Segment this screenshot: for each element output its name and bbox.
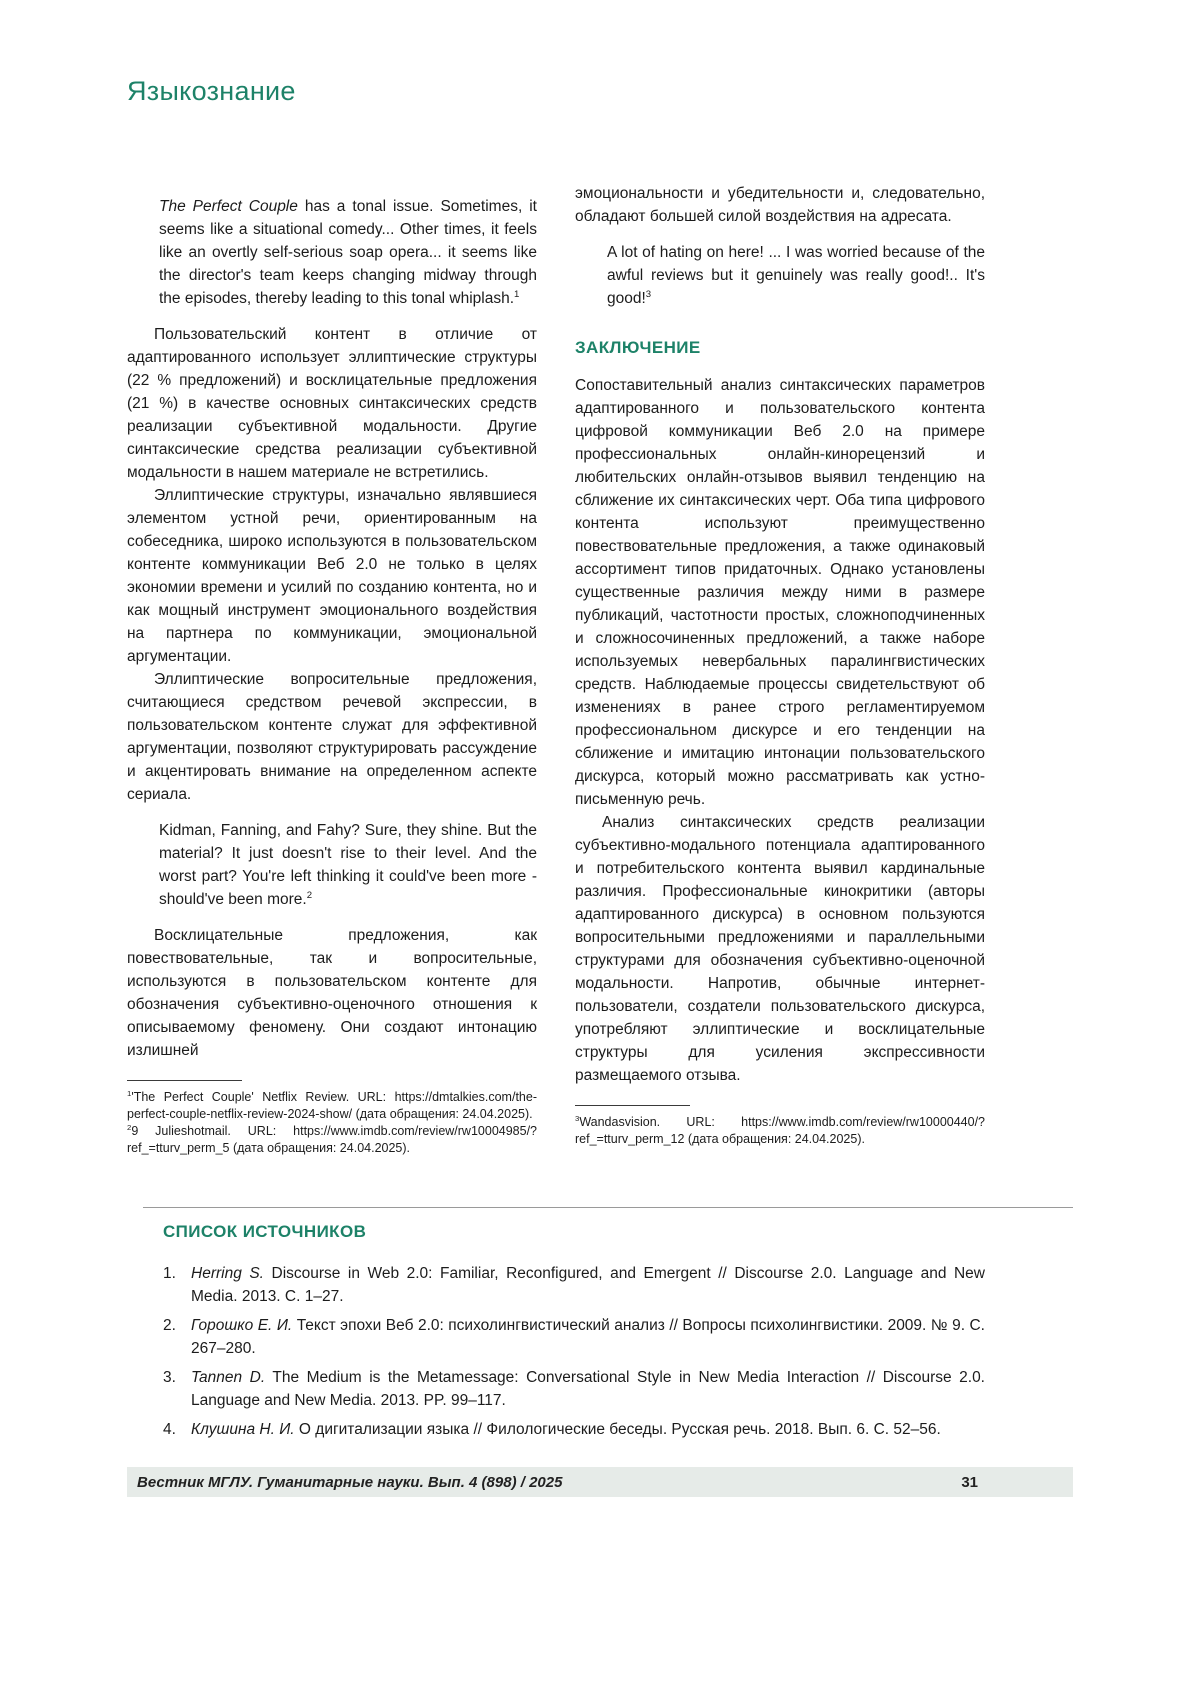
section-heading-sources: СПИСОК ИСТОЧНИКОВ bbox=[163, 1222, 367, 1241]
body-paragraph: Восклицательные предложения, как повествовательные, так и вопросительные, используются в пользовательском контенте для обозначения субъективно-оценочного отношения к описываемому феномену. Они создают интонацию излишней bbox=[127, 927, 537, 1059]
sources-section bbox=[127, 1207, 1073, 1447]
source-item bbox=[163, 1418, 985, 1441]
sources-separator bbox=[143, 1207, 1073, 1208]
footnote bbox=[127, 1123, 537, 1157]
quote-text: has a tonal issue. Sometimes, it seems like a situational comedy... Other times, it feels like an overtly self-serious soap opera... it seems like the director's team keeps changing midway through the episodes, thereby leading to this tonal whiplash. bbox=[159, 198, 537, 307]
body-paragraph: Эллиптические структуры, изначально являвшиеся элементом устной речи, ориентированным на собеседника, широко используются в пользовательском контенте коммуникации Веб 2.0 не только в целях экономии времени и усилий по созданию контента, но и как мощный инструмент эмоционального воздействия на партнера по коммуникации, эмоциональной аргументации. bbox=[127, 487, 537, 665]
quote-text: A lot of hating on here! ... I was worried because of the awful reviews but it genuinely was really good!.. It's good! bbox=[607, 244, 985, 307]
footnote-marker: 2 bbox=[127, 1122, 132, 1132]
source-author: Tannen D. bbox=[191, 1369, 266, 1386]
footnote-marker-3: 3 bbox=[645, 288, 652, 300]
footnote-separator bbox=[575, 1105, 690, 1106]
source-item bbox=[163, 1366, 985, 1412]
source-item bbox=[163, 1314, 985, 1360]
body-paragraph: Анализ синтаксических средств реализации субъективно-модального потенциала адаптированного и потребительского контента выявил кардинальные различия. Профессиональные кинокритики (авторы адаптированного дискурса) в основном пользуются вопросительными предложениями и параллельными структурами для обозначения субъективно-оценочной модальности. Напротив, обычные интернет-пользователи, создатели пользовательского дискурса, употребляют эллиптические и восклицательные структуры для усиления экспрессивности размещаемого отзыва. bbox=[575, 814, 985, 1084]
running-head: Языкознание bbox=[127, 76, 296, 106]
footnote bbox=[127, 1089, 537, 1123]
source-number: 1. bbox=[163, 1265, 176, 1282]
source-text bbox=[191, 1262, 985, 1308]
footnotes-block-left bbox=[127, 1080, 537, 1157]
footer bbox=[127, 1467, 1073, 1497]
source-text bbox=[191, 1366, 985, 1412]
source-text bbox=[191, 1418, 985, 1441]
body-paragraph-continuation: эмоциональности и убедительности и, следовательно, обладают большей силой воздействия на адресата. bbox=[575, 185, 985, 225]
footnote-marker: 1 bbox=[127, 1088, 132, 1098]
source-text bbox=[191, 1314, 985, 1360]
source-reference: Discourse in Web 2.0: Familiar, Reconfigured, and Emergent // Discourse 2.0. Language and New Media. 2013. С. 1–27. bbox=[191, 1265, 985, 1305]
source-reference: The Medium is the Metamessage: Conversational Style in New Media Interaction // Discourse 2.0. Language and New Media. 2013. PP. 99–117. bbox=[191, 1369, 985, 1409]
footnote-marker: 3 bbox=[575, 1113, 580, 1123]
source-reference: Текст эпохи Веб 2.0: психолингвистический анализ // Вопросы психолингвистики. 2009. № 9. С. 267–280. bbox=[191, 1317, 985, 1357]
footnote-text: 9 Julieshotmail. URL: https://www.imdb.com/review/rw10004985/?ref_=tturv_perm_5 (дата обращения: 24.04.2025). bbox=[127, 1124, 537, 1155]
quote-italic-title: The Perfect Couple bbox=[159, 198, 298, 215]
source-author: Клушина Н. И. bbox=[191, 1421, 295, 1438]
quote-text: Kidman, Fanning, and Fahy? Sure, they shine. But the material? It just doesn't rise to their level. And the worst part? You're left thinking it could've been more - should've been more. bbox=[159, 822, 537, 908]
source-number: 2. bbox=[163, 1317, 176, 1334]
footnotes-block-right bbox=[575, 1105, 985, 1148]
footnote-separator bbox=[127, 1080, 242, 1081]
source-item bbox=[163, 1262, 985, 1308]
source-author: Горошко Е. И. bbox=[191, 1317, 293, 1334]
block-quote-review-2 bbox=[127, 819, 537, 911]
source-number: 3. bbox=[163, 1369, 176, 1386]
footnote-marker-2: 2 bbox=[306, 889, 313, 901]
sources-list bbox=[163, 1262, 985, 1441]
footnote bbox=[575, 1114, 985, 1148]
source-number: 4. bbox=[163, 1421, 176, 1438]
body-paragraph: Пользовательский контент в отличие от адаптированного использует эллиптические структуры (22 % предложений) и восклицательные предложения (21 %) в качестве основных синтаксических средств реализации субъективной модальности. Другие синтаксические средства реализации субъективной модальности в нашем материале не встретились. bbox=[127, 326, 537, 481]
footnote-text: 'The Perfect Couple' Netflix Review. URL: https://dmtalkies.com/the-perfect-couple-netflix-review-2024-show/ (дата обращения: 24.04.2025). bbox=[127, 1090, 537, 1121]
section-heading-conclusion: ЗАКЛЮЧЕНИЕ bbox=[575, 338, 701, 357]
source-author: Herring S. bbox=[191, 1265, 264, 1282]
left-column bbox=[127, 182, 537, 1157]
footer-journal-title: Вестник МГЛУ. Гуманитарные науки. Вып. 4 (898) / 2025 bbox=[137, 1473, 563, 1491]
source-reference: О дигитализации языка // Филологические беседы. Русская речь. 2018. Вып. 6. С. 52–56. bbox=[294, 1421, 941, 1438]
body-paragraph: Эллиптические вопросительные предложения, считающиеся средством речевой экспрессии, в пользовательском контенте служат для эффективной аргументации, позволяют структурировать рассуждение и акцентировать внимание на определенном аспекте сериала. bbox=[127, 671, 537, 803]
footnote-text: Wandasvision. URL: https://www.imdb.com/review/rw10000440/?ref_=tturv_perm_12 (дата обращения: 24.04.2025). bbox=[575, 1115, 985, 1146]
page-number: 31 bbox=[961, 1473, 978, 1491]
block-quote-review-3 bbox=[575, 241, 985, 310]
footnote-marker-1: 1 bbox=[514, 288, 520, 300]
block-quote-review-1 bbox=[127, 195, 537, 310]
body-paragraph: Сопоставительный анализ синтаксических параметров адаптированного и пользовательского контента цифровой коммуникации Веб 2.0 на примере профессиональных онлайн-кинорецензий и любительских онлайн-отзывов выявил тенденцию на сближение их синтаксических черт. Оба типа цифрового контента используют преимущественно повествовательные предложения, а также одинаковый ассортимент типов придаточных. Однако установлены существенные различия между ними в размере публикаций, частотности простых, сложноподчиненных и сложносочиненных предложений, а также наборе используемых невербальных паралингвистических средств. Наблюдаемые процессы свидетельствуют об изменениях в ранее строго регламентируемом профессиональном дискурсе и его тенденции на сближение и имитацию интонации пользовательского дискурса, который можно рассматривать как устно-письменную речь. bbox=[575, 377, 985, 808]
right-column bbox=[575, 182, 985, 1148]
